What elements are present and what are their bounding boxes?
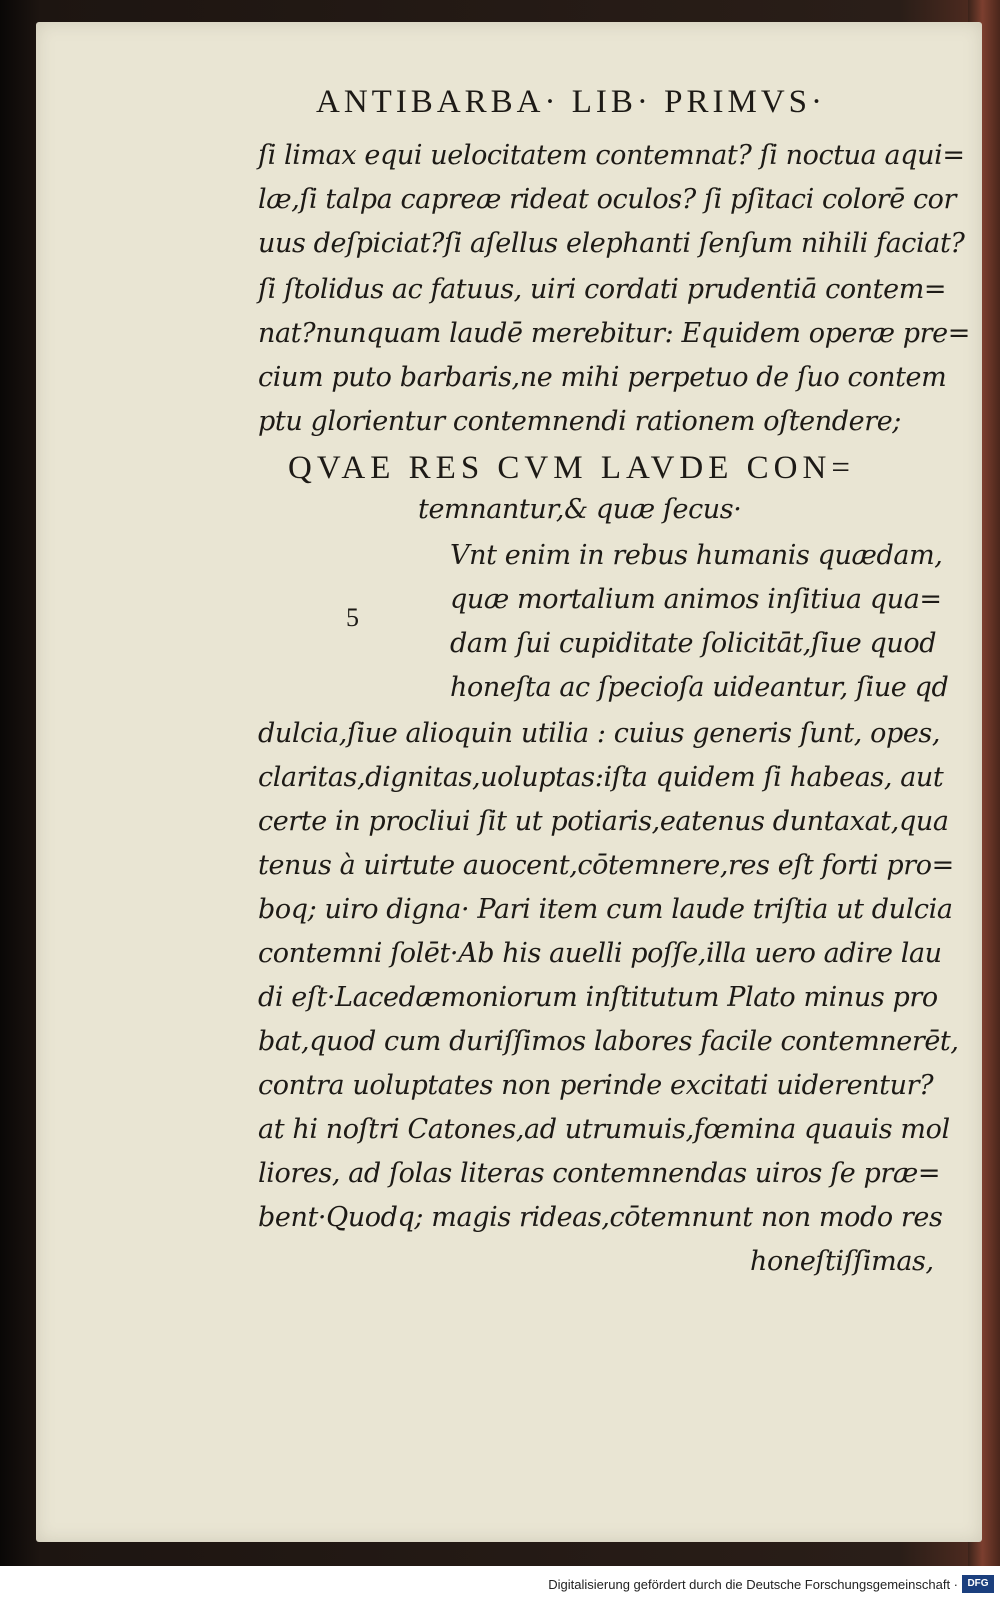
text-line-3: uus deſpiciat?ſi aſellus elephanti ſenſum nihili faciat? (258, 228, 965, 259)
text-line-4: ſi ſtolidus ac fatuus, uiri cordati prudentiā contem= (258, 274, 947, 305)
text-line-1: ſi limax equi uelocitatem contemnat? ſi noctua aqui= (258, 140, 965, 171)
section-heading-continued: temnantur,& quæ ſecus· (418, 494, 742, 525)
text-line-2: læ,ſi talpa capreæ rideat oculos? ſi pſitaci colorē cor (258, 184, 957, 215)
text-line-19: bat,quod cum duriſſimos labores facile contemnerēt, (258, 1026, 959, 1057)
text-line-13: claritas,dignitas,uoluptas:iſta quidem ſi habeas, aut (258, 762, 944, 793)
text-line-14: certe in procliui ſit ut potiaris,eatenus duntaxat,qua (258, 806, 949, 837)
running-head: ANTIBARBA· LIB· PRIMVS· (316, 84, 827, 120)
text-line-6: cium puto barbaris,ne mihi perpetuo de ſuo contem (258, 362, 947, 393)
text-line-15: tenus à uirtute auocent,cōtemnere,res eſt forti pro= (258, 850, 954, 881)
book-page (36, 22, 982, 1542)
text-line-21: at hi noſtri Catones,ad utrumuis,fœmina quauis mol (258, 1114, 950, 1145)
text-line-5: nat?nunquam laudē merebitur: Equidem operæ pre= (258, 318, 970, 349)
digitization-footer (0, 1566, 1000, 1600)
text-line-22: liores, ad ſolas literas contemnendas uiros ſe præ= (258, 1158, 941, 1189)
section-heading: QVAE RES CVM LAVDE CON= (288, 450, 855, 486)
funding-credit: Digitalisierung gefördert durch die Deutsche Forschungsgemeinschaft · (548, 1577, 958, 1592)
catchword-line: honeſtiſſimas, (750, 1246, 934, 1277)
dfg-logo-icon: DFG (962, 1575, 994, 1593)
page-text-block (36, 22, 982, 1542)
text-line-18: di eſt·Lacedæmoniorum inſtitutum Plato minus pro (258, 982, 938, 1013)
margin-line-number: 5 (346, 603, 359, 632)
text-line-11: honeſta ac ſpecioſa uideantur, ſiue qd (450, 672, 949, 703)
text-line-7: ptu glorientur contemnendi rationem oſtendere; (258, 406, 901, 437)
text-line-23: bent·Quodq; magis rideas,cōtemnunt non modo res (258, 1202, 943, 1233)
text-line-20: contra uoluptates non perinde excitati uiderentur? (258, 1070, 934, 1101)
text-line-12: dulcia,ſiue alioquin utilia : cuius generis ſunt, opes, (258, 718, 941, 749)
text-line-9: quæ mortalium animos inſitiua qua= (450, 584, 942, 615)
text-line-10: dam ſui cupiditate ſolicitāt,ſiue quod (450, 628, 937, 659)
text-line-17: contemni ſolēt·Ab his auelli poſſe,illa uero adire lau (258, 938, 942, 969)
text-line-8: Vnt enim in rebus humanis quædam, (450, 540, 943, 571)
text-line-16: boq; uiro digna· Pari item cum laude triſtia ut dulcia (258, 894, 953, 925)
